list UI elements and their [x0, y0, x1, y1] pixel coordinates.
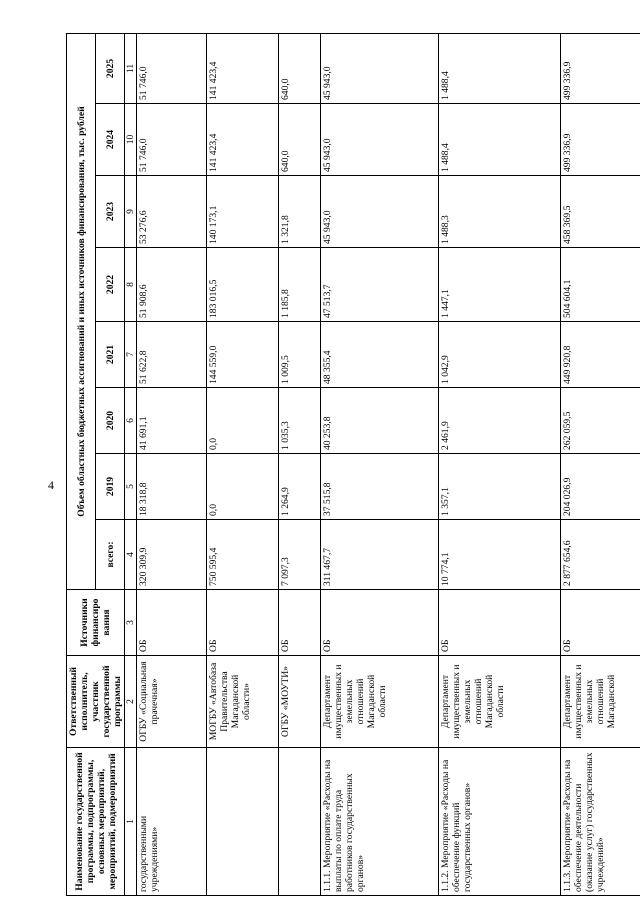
header-executor: Ответственный исполнитель, участник государственной программы — [67, 656, 125, 748]
source-cell: ОБ — [279, 590, 321, 656]
year-value-cell: 40 253,8 — [321, 388, 439, 454]
year-value-cell: 2 461,9 — [439, 388, 561, 454]
program-name-cell — [207, 748, 279, 896]
year-value-cell: 51 746,0 — [137, 33, 207, 103]
year-value-cell: 45 943,0 — [321, 33, 439, 103]
column-number: 10 — [125, 104, 137, 176]
header-total: всего: — [96, 520, 125, 590]
year-value-cell: 140 173,1 — [207, 176, 279, 248]
year-value-cell: 18 318,8 — [137, 454, 207, 520]
table-row — [207, 33, 279, 895]
page-number: 4 — [48, 478, 54, 492]
header-year: 2019 — [96, 454, 125, 520]
year-value-cell: 37 515,8 — [321, 454, 439, 520]
column-number: 11 — [125, 33, 137, 103]
total-value-cell: 311 467,7 — [321, 520, 439, 590]
column-number-row — [125, 33, 137, 895]
header-year: 2022 — [96, 248, 125, 322]
header-year: 2020 — [96, 388, 125, 454]
source-cell: ОБ — [207, 590, 279, 656]
year-value-cell: 47 513,7 — [321, 248, 439, 322]
year-value-cell: 1 035,3 — [279, 388, 321, 454]
year-value-cell: 45 943,0 — [321, 104, 439, 176]
header-row-1 — [67, 33, 96, 895]
year-value-cell: 1 185,8 — [279, 248, 321, 322]
total-value-cell: 10 774,1 — [439, 520, 561, 590]
column-number: 2 — [125, 656, 137, 748]
executor-cell: МОГБУ «Автобаза Правительства Магаданской области» — [207, 656, 279, 748]
total-value-cell: 2 877 654,6 — [561, 520, 640, 590]
year-value-cell: 1 042,9 — [439, 322, 561, 388]
year-value-cell: 458 369,5 — [561, 176, 640, 248]
total-value-cell: 750 595,4 — [207, 520, 279, 590]
header-funding-group: Объем областных бюджетных ассигнований и иных источников финансирования, тыс. рублей — [67, 33, 96, 589]
year-value-cell: 504 604,1 — [561, 248, 640, 322]
year-value-cell: 1 488,4 — [439, 33, 561, 103]
column-number: 1 — [125, 748, 137, 896]
program-name-cell: 1.1.1. Мероприятие «Расходы на выплаты по оплате труда работников государственных органов» — [321, 748, 439, 896]
year-value-cell: 51 746,0 — [137, 104, 207, 176]
year-value-cell: 51 622,8 — [137, 322, 207, 388]
table-row — [279, 33, 321, 895]
source-cell: ОБ — [439, 590, 561, 656]
header-year: 2024 — [96, 104, 125, 176]
year-value-cell: 144 559,0 — [207, 322, 279, 388]
year-value-cell: 141 423,4 — [207, 104, 279, 176]
column-number: 7 — [125, 322, 137, 388]
header-name: Наименование государственной программы, подпрограммы, основных мероприятий, мероприятий, подмероприятий — [67, 748, 125, 896]
year-value-cell: 183 016,5 — [207, 248, 279, 322]
program-name-cell — [279, 748, 321, 896]
column-number: 4 — [125, 520, 137, 590]
executor-cell: ОГБУ «МОУТИ» — [279, 656, 321, 748]
column-number: 6 — [125, 388, 137, 454]
header-year: 2025 — [96, 33, 125, 103]
header-year: 2021 — [96, 322, 125, 388]
source-cell: ОБ — [561, 590, 640, 656]
funding-table — [66, 33, 640, 896]
executor-cell: Департамент имущественных и земельных отношений Магаданской области — [439, 656, 561, 748]
year-value-cell: 204 026,9 — [561, 454, 640, 520]
year-value-cell: 1 264,9 — [279, 454, 321, 520]
year-value-cell: 262 059,5 — [561, 388, 640, 454]
year-value-cell: 449 920,8 — [561, 322, 640, 388]
header-year: 2023 — [96, 176, 125, 248]
year-value-cell: 1 488,3 — [439, 176, 561, 248]
column-number: 8 — [125, 248, 137, 322]
total-value-cell: 7 097,3 — [279, 520, 321, 590]
executor-cell: Департамент имущественных и земельных отношений Магаданской области — [321, 656, 439, 748]
table-row — [321, 33, 439, 895]
year-value-cell: 499 336,9 — [561, 104, 640, 176]
year-value-cell: 1 488,4 — [439, 104, 561, 176]
column-number: 9 — [125, 176, 137, 248]
executor-cell: ОГБУ «Социальная прачечная» — [137, 656, 207, 748]
rotated-page-content — [66, 34, 638, 896]
year-value-cell: 48 355,4 — [321, 322, 439, 388]
year-value-cell: 1 447,1 — [439, 248, 561, 322]
header-source: Источники финансиро вания — [67, 590, 125, 656]
program-name-cell: 1.1.3. Мероприятие «Расходы на обеспечение деятельности (оказание услуг) государственных учреждений» — [561, 748, 640, 896]
year-value-cell: 640,0 — [279, 33, 321, 103]
table-row — [137, 33, 207, 895]
table-row — [439, 33, 561, 895]
column-number: 3 — [125, 590, 137, 656]
year-value-cell: 1 009,5 — [279, 322, 321, 388]
year-value-cell: 41 691,1 — [137, 388, 207, 454]
program-name-cell: государственными учреждениями» — [137, 748, 207, 896]
year-value-cell: 0,0 — [207, 454, 279, 520]
executor-cell: Департамент имущественных и земельных отношений Магаданской — [561, 656, 640, 748]
year-value-cell: 0,0 — [207, 388, 279, 454]
program-name-cell: 1.1.2. Мероприятие «Расходы на обеспечение функций государственных органов» — [439, 748, 561, 896]
year-value-cell: 141 423,4 — [207, 33, 279, 103]
year-value-cell: 499 336,9 — [561, 33, 640, 103]
table-row — [561, 33, 640, 895]
year-value-cell: 45 943,0 — [321, 176, 439, 248]
year-value-cell: 1 357,1 — [439, 454, 561, 520]
total-value-cell: 320 309,9 — [137, 520, 207, 590]
source-cell: ОБ — [137, 590, 207, 656]
source-cell: ОБ — [321, 590, 439, 656]
column-number: 5 — [125, 454, 137, 520]
year-value-cell: 1 321,8 — [279, 176, 321, 248]
year-value-cell: 640,0 — [279, 104, 321, 176]
year-value-cell: 53 276,6 — [137, 176, 207, 248]
year-value-cell: 51 908,6 — [137, 248, 207, 322]
